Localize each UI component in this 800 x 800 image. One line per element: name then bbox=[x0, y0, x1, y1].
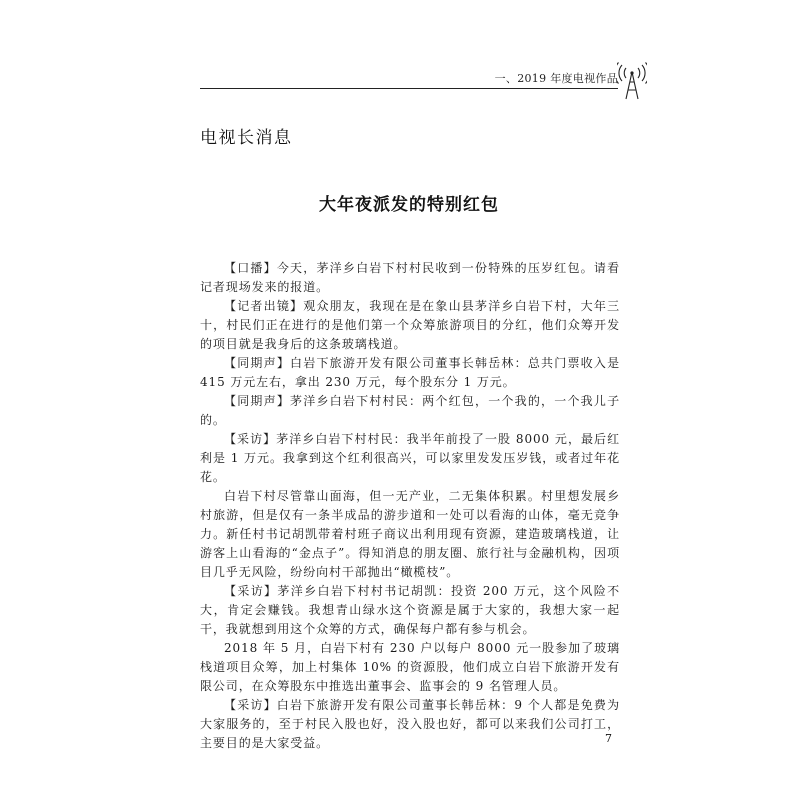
article-title: 大年夜派发的特别红包 bbox=[319, 195, 499, 215]
page-number: 7 bbox=[605, 732, 612, 745]
article-body bbox=[200, 259, 620, 753]
paragraph: 【口播】今天，茅洋乡白岩下村村民收到一份特殊的压岁红包。请看记者现场发来的报道。 bbox=[200, 261, 620, 294]
paragraph: 白岩下村尽管靠山面海，但一无产业，二无集体积累。村里想发展乡村旅游，但是仅有一条半成品的游步道和一处可以看海的山体，毫无竞争力。新任村书记胡凯带着村班子商议出利用现有资源，建造玻璃栈道，让游客上山看海的“金点子”。得知消息的朋友圈、旅行社与金融机构，因项目几乎无风险，纷纷向村干部抛出“橄榄枝”。 bbox=[200, 489, 620, 579]
radio-tower-icon bbox=[617, 62, 647, 100]
paragraph: 【采访】白岩下旅游开发有限公司董事长韩岳林：9 个人都是免费为大家服务的，至于村民入股也好，没入股也好，都可以来我们公司打工，主要目的是大家受益。 bbox=[200, 698, 620, 750]
running-header-title: 一、2019 年度电视作品 bbox=[494, 72, 618, 85]
paragraph: 【同期声】茅洋乡白岩下村村民：两个红包，一个我的，一个我儿子的。 bbox=[200, 394, 620, 427]
paragraph: 2018 年 5 月，白岩下村有 230 户以每户 8000 元一股参加了玻璃栈道项目众筹，加上村集体 10% 的资源股，他们成立白岩下旅游开发有限公司，在众筹股东中推选出董事会、监事会的 9 名管理人员。 bbox=[200, 641, 620, 693]
section-heading: 电视长消息 bbox=[200, 128, 293, 148]
running-header bbox=[200, 72, 618, 89]
paragraph: 【记者出镜】观众朋友，我现在是在象山县茅洋乡白岩下村，大年三十，村民们正在进行的是他们第一个众筹旅游项目的分红，他们众筹开发的项目就是我身后的这条玻璃栈道。 bbox=[200, 299, 620, 351]
paragraph: 【采访】茅洋乡白岩下村村书记胡凯：投资 200 万元，这个风险不大，肯定会赚钱。我想青山绿水这个资源是属于大家的，我想大家一起干，我就想到用这个众筹的方式，确保每户都有参与机会。 bbox=[200, 584, 620, 636]
paragraph: 【采访】茅洋乡白岩下村村民：我半年前投了一股 8000 元，最后红利是 1 万元。我拿到这个红利很高兴，可以家里发发压岁钱，或者过年花花。 bbox=[200, 432, 620, 484]
paragraph: 【同期声】白岩下旅游开发有限公司董事长韩岳林：总共门票收入是 415 万元左右，拿出 230 万元，每个股东分 1 万元。 bbox=[200, 356, 620, 389]
